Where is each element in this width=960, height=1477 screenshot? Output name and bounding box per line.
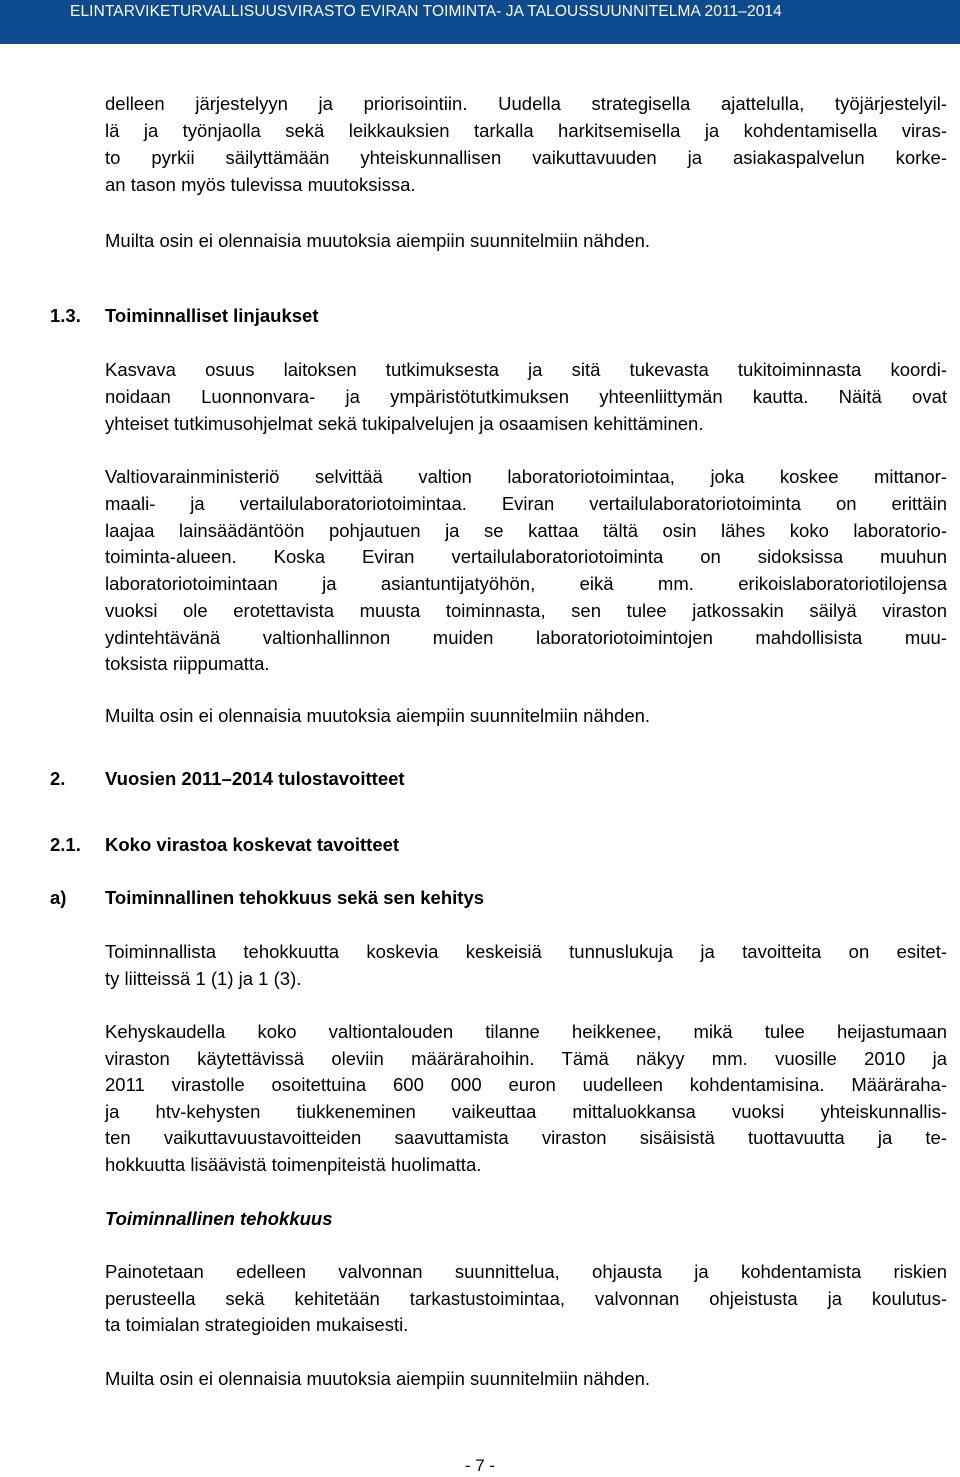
text-line: delleen järjestelyyn ja priorisointiin. Uudella strategisella ajattelulla, työjärjestelyil-: [105, 93, 947, 114]
text-line: toiminta-alueen. Koska Eviran vertailulaboratoriotoiminta on sidoksissa muuhun: [105, 546, 947, 567]
no-changes-note: Muilta osin ei olennaisia muutoksia aiempiin suunnitelmiin nähden.: [105, 1368, 651, 1389]
text-line: maali- ja vertailulaboratoriotoimintaa. Eviran vertailulaboratoriotoiminta on erittäin: [105, 493, 947, 514]
text-line: yhteiset tutkimusohjelmat sekä tukipalvelujen ja osaamisen kehittäminen.: [105, 413, 704, 434]
no-changes-note: Muilta osin ei olennaisia muutoksia aiempiin suunnitelmiin nähden.: [105, 230, 651, 251]
text-line: Kehyskaudella koko valtiontalouden tilanne heikkenee, mikä tulee heijastumaan: [105, 1021, 947, 1042]
text-line: Painotetaan edelleen valvonnan suunnittelua, ohjausta ja kohdentamista riskien: [105, 1261, 947, 1282]
subheading: Toiminnallinen tehokkuus: [105, 1208, 333, 1229]
heading-title: Toiminnallinen tehokkuus sekä sen kehitys: [105, 887, 485, 908]
text-line: ydintehtävänä valtionhallinnon muiden laboratoriotoimintojen mahdollisista muu-: [105, 627, 947, 648]
running-header: ELINTARVIKETURVALLISUUSVIRASTO EVIRAN TOIMINTA- JA TALOUSSUUNNITELMA 2011–2014: [70, 3, 782, 20]
text-line: ja htv-kehysten tiukkeneminen vaikeuttaa mittaluokkansa vuoksi yhteiskunnallis-: [105, 1101, 947, 1122]
text-line: ta toimialan strategioiden mukaisesti.: [105, 1314, 409, 1335]
page-number: - 7 -: [464, 1456, 496, 1475]
text-line: 2011 virastolle osoitettuina 600 000 euron uudelleen kohdentamisina. Määräraha-: [105, 1074, 947, 1095]
text-line: vuoksi ole erotettavista muusta toiminnasta, sen tulee jatkossakin säilyä viraston: [105, 600, 947, 621]
text-line: Toiminnallista tehokkuutta koskevia keskeisiä tunnuslukuja ja tavoitteita on esitet-: [105, 941, 947, 962]
heading-title: Koko virastoa koskevat tavoitteet: [105, 834, 400, 855]
heading-number: 2.: [50, 768, 66, 789]
text-line: hokkuutta lisäävistä toimenpiteistä huolimatta.: [105, 1154, 482, 1175]
text-line: viraston käytettävissä oleviin määrärahoihin. Tämä näkyy mm. vuosille 2010 ja: [105, 1048, 947, 1069]
text-line: ty liitteissä 1 (1) ja 1 (3).: [105, 968, 302, 989]
no-changes-note: Muilta osin ei olennaisia muutoksia aiempiin suunnitelmiin nähden.: [105, 705, 651, 726]
text-line: laajaa lainsäädäntöön pohjautuen ja se kattaa tältä osin lähes koko laboratorio-: [105, 520, 947, 541]
text-line: noidaan Luonnonvara- ja ympäristötutkimuksen yhteenliittymän kautta. Näitä ovat: [105, 386, 947, 407]
heading-title: Toiminnalliset linjaukset: [105, 305, 319, 326]
heading-number: 2.1.: [50, 834, 81, 855]
text-line: perusteella sekä kehitetään tarkastustoimintaa, valvonnan ohjeistusta ja koulutus-: [105, 1288, 947, 1309]
text-line: laboratoriotoimintaan ja asiantuntijatyöhön, eikä mm. erikoislaboratoriotilojensa: [105, 573, 947, 594]
text-line: toksista riippumatta.: [105, 653, 270, 674]
text-line: ten vaikuttavuustavoitteiden saavuttamista viraston sisäisistä tuottavuutta ja te-: [105, 1127, 947, 1148]
text-line: lä ja työnjaolla sekä leikkauksien tarkalla harkitsemisella ja kohdentamisella viras-: [105, 120, 947, 141]
heading-number: 1.3.: [50, 305, 81, 326]
text-line: an tason myös tulevissa muutoksissa.: [105, 174, 416, 195]
text-line: to pyrkii säilyttämään yhteiskunnallisen vaikuttavuuden ja asiakaspalvelun korke-: [105, 147, 947, 168]
text-line: Kasvava osuus laitoksen tutkimuksesta ja sitä tukevasta tukitoiminnasta koordi-: [105, 359, 947, 380]
text-line: Valtiovarainministeriö selvittää valtion laboratoriotoimintaa, joka koskee mittanor-: [105, 466, 947, 487]
header-band: [0, 0, 960, 44]
heading-number: a): [50, 887, 67, 908]
heading-title: Vuosien 2011–2014 tulostavoitteet: [105, 768, 405, 789]
